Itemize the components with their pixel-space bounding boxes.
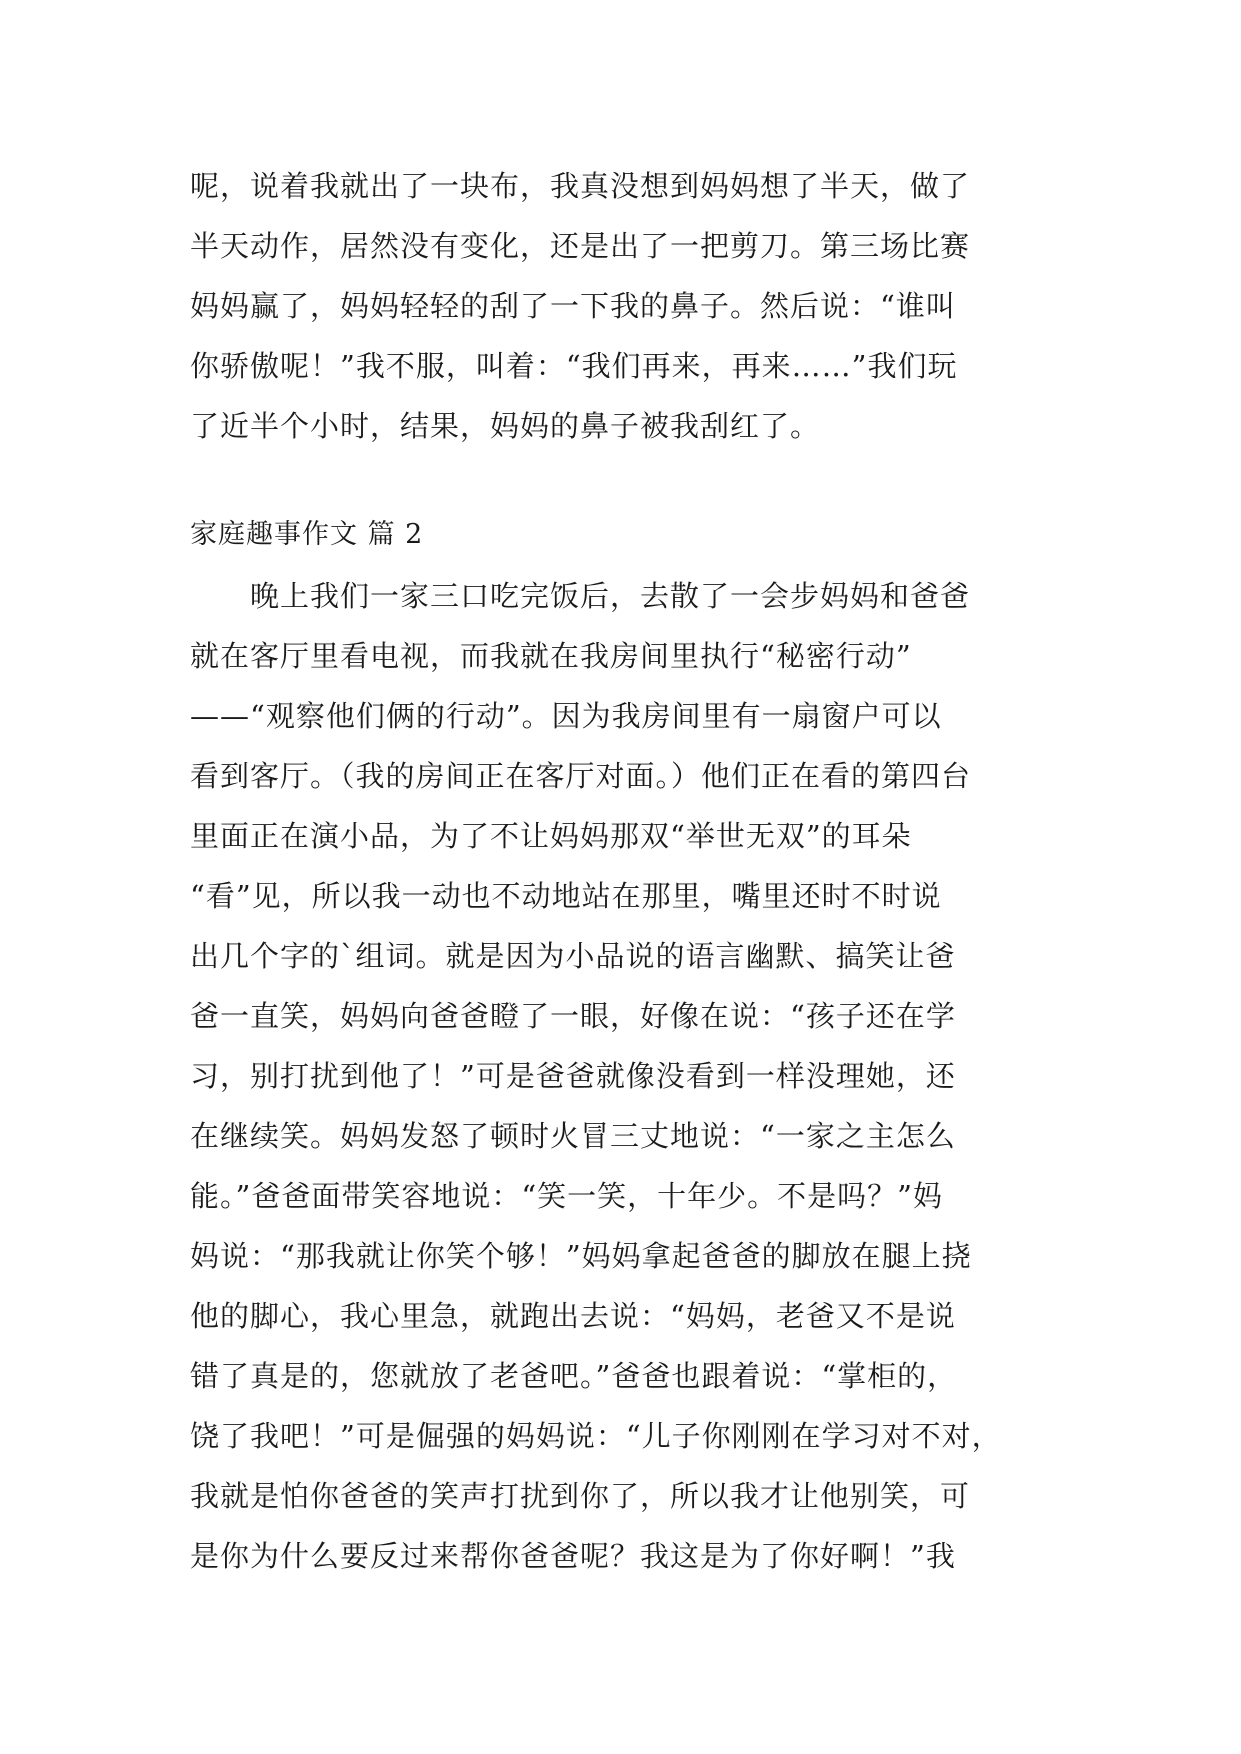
paragraph-line: 妈妈赢了，妈妈轻轻的刮了一下我的鼻子。然后说：“谁叫 [190, 289, 956, 323]
paragraph-line: 里面正在演小品，为了不让妈妈那双“举世无双”的耳朵 [190, 819, 912, 853]
paragraph-line: 错了真是的，您就放了老爸吧。”爸爸也跟着说：“掌柜的， [190, 1359, 958, 1393]
paragraph-line: ——“观察他们俩的行动”。因为我房间里有一扇窗户可以 [190, 699, 942, 733]
paragraph-line: 出几个字的`组词。就是因为小品说的语言幽默、搞笑让爸 [190, 939, 956, 973]
paragraph-line: 就在客厅里看电视，而我就在我房间里执行“秘密行动” [190, 639, 912, 673]
continued-paragraph [190, 156, 1050, 456]
paragraph-line: 爸一直笑，妈妈向爸爸瞪了一眼，好像在说：“孩子还在学 [190, 999, 956, 1033]
paragraph-line: 饶了我吧！”可是倔强的妈妈说：“儿子你刚刚在学习对不对， [190, 1419, 1002, 1453]
paragraph-line: 晚上我们一家三口吃完饭后，去散了一会步妈妈和爸爸 [190, 579, 971, 613]
paragraph-line: 是你为什么要反过来帮你爸爸呢？我这是为了你好啊！”我 [190, 1539, 956, 1573]
paragraph-line: 了近半个小时，结果，妈妈的鼻子被我刮红了。 [190, 409, 821, 443]
paragraph-line: 能。”爸爸面带笑容地说：“笑一笑，十年少。不是吗？”妈 [190, 1179, 943, 1213]
paragraph-line: “看”见，所以我一动也不动地站在那里，嘴里还时不时说 [190, 879, 942, 913]
paragraph-line: 他的脚心，我心里急，就跑出去说：“妈妈，老爸又不是说 [190, 1299, 956, 1333]
paragraph-line: 看到客厅。（我的房间正在客厅对面。）他们正在看的第四台 [190, 759, 972, 793]
essay-paragraph [190, 566, 1050, 1586]
paragraph-line: 你骄傲呢！”我不服，叫着：“我们再来，再来……”我们玩 [190, 349, 958, 383]
paragraph-line: 习，别打扰到他了！”可是爸爸就像没看到一样没理她，还 [190, 1059, 956, 1093]
paragraph-line: 呢，说着我就出了一块布，我真没想到妈妈想了半天，做了 [190, 169, 971, 203]
section-heading: 家庭趣事作文 篇 2 [190, 519, 424, 550]
paragraph-line: 半天动作，居然没有变化，还是出了一把剪刀。第三场比赛 [190, 229, 971, 263]
paragraph-line: 在继续笑。妈妈发怒了顿时火冒三丈地说：“一家之主怎么 [190, 1119, 956, 1153]
paragraph-line: 我就是怕你爸爸的笑声打扰到你了，所以我才让他别笑，可 [190, 1479, 971, 1513]
paragraph-line: 妈说：“那我就让你笑个够！”妈妈拿起爸爸的脚放在腿上挠 [190, 1239, 972, 1273]
